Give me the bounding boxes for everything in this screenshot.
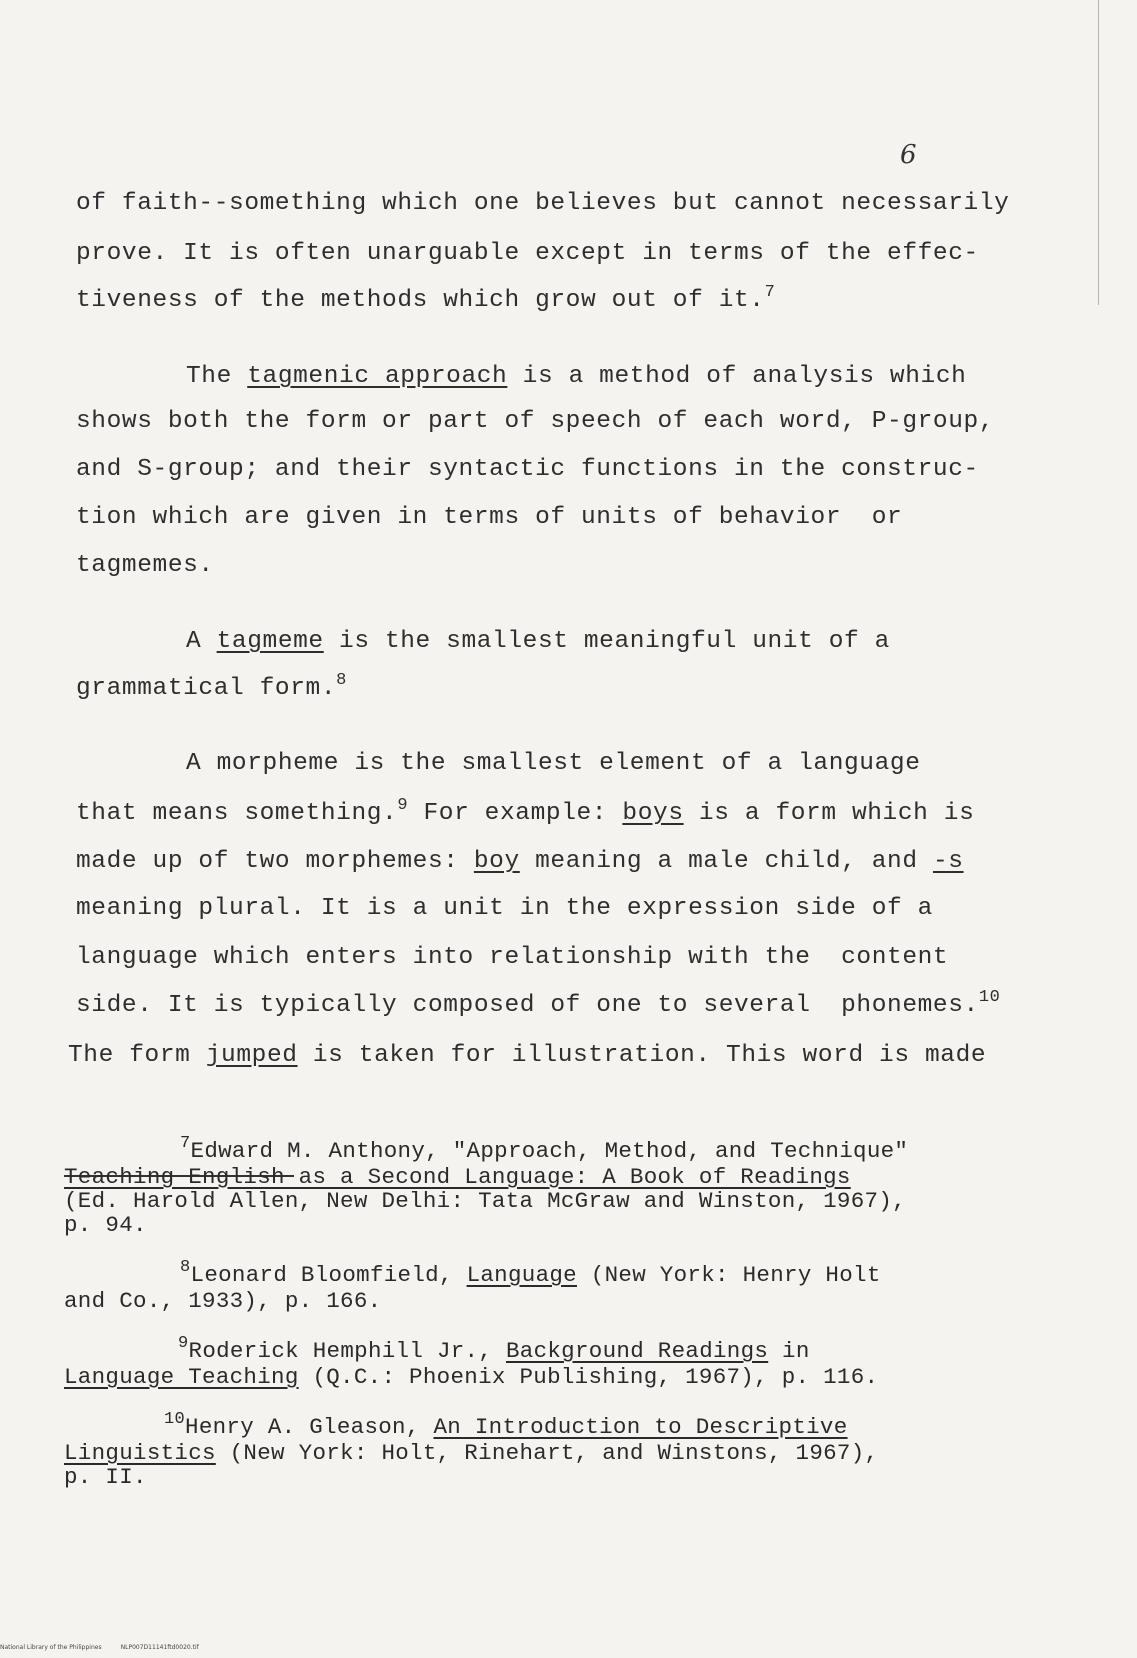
body-line: The form jumped is taken for illustration. This word is made	[68, 1042, 987, 1069]
body-line: of faith--something which one believes but cannot necessarily	[76, 190, 1010, 217]
footnote-line: Language Teaching (Q.C.: Phoenix Publishing, 1967), p. 116.	[64, 1364, 879, 1390]
body-line: tion which are given in terms of units of behavior or	[76, 504, 903, 531]
scan-edge-line	[1098, 0, 1099, 305]
body-line: The tagmenic approach is a method of analysis which	[186, 363, 967, 390]
footnote-marker: 7	[764, 283, 776, 302]
body-line: shows both the form or part of speech of each word, P-group,	[76, 408, 995, 435]
term-boys: boys	[622, 800, 684, 827]
footnote-line: p. 94.	[64, 1212, 147, 1238]
term-tagmeme: tagmeme	[216, 628, 324, 655]
footnote-7: $^7$Edward M. Anthony, "Approach, Method, and Technique"	[180, 1134, 909, 1164]
body-line: and S-group; and their syntactic functions in the construc-	[76, 456, 979, 483]
footnote-marker: 9	[397, 796, 409, 815]
footnote-line: Teaching English as a Second Language: A Book of Readings	[64, 1164, 851, 1190]
page-number: 6	[900, 140, 917, 170]
body-line: A morpheme is the smallest element of a language	[186, 750, 921, 777]
footnote-line: (Ed. Harold Allen, New Delhi: Tata McGraw and Winston, 1967),	[64, 1188, 906, 1214]
term-jumped: jumped	[205, 1042, 298, 1069]
footnote-8: $^8$Leonard Bloomfield, Language (New York: Henry Holt	[180, 1258, 881, 1288]
footnote-marker: 10	[978, 988, 1001, 1007]
footnote-9: $^9$Roderick Hemphill Jr., Background Readings in	[178, 1334, 810, 1364]
body-text: tiveness of the methods which grow out of it.	[76, 287, 765, 314]
body-line: grammatical form.$^8$	[76, 671, 347, 702]
footnote-marker: 8	[336, 671, 347, 690]
footnote-line: and Co., 1933), p. 166.	[64, 1288, 382, 1314]
body-line	[76, 283, 776, 314]
body-line: made up of two morphemes: boy meaning a male child, and -s	[76, 848, 964, 875]
body-line: language which enters into relationship with the content	[76, 944, 949, 971]
body-line: side. It is typically composed of one to several phonemes.$^{10}$	[76, 988, 1001, 1019]
term-tagmenic-approach: tagmenic approach	[247, 363, 508, 390]
term-s: -s	[932, 848, 964, 875]
footnote-10: $^{10}$Henry A. Gleason, An Introduction to Descriptive	[164, 1410, 848, 1440]
body-line: tagmemes.	[76, 552, 214, 579]
term-boy: boy	[473, 848, 520, 875]
body-line: meaning plural. It is a unit in the expression side of a	[76, 895, 933, 922]
scan-footer: National Library of the Philippines NLP007D11141ftd0020.tif	[0, 1644, 199, 1651]
footnote-line: p. II.	[64, 1464, 147, 1490]
body-line: that means something.$^9$ For example: boys is a form which is	[76, 796, 975, 827]
footnote-line: Linguistics (New York: Holt, Rinehart, and Winstons, 1967),	[64, 1440, 879, 1466]
body-line: A tagmeme is the smallest meaningful unit of a	[186, 628, 890, 655]
body-line: prove. It is often unarguable except in terms of the effec-	[76, 240, 979, 267]
